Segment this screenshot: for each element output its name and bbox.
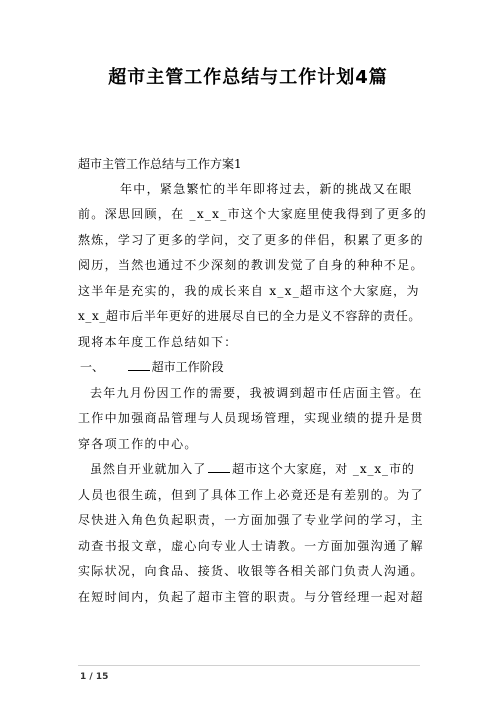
paragraph-line: 这半年是充实的，我的成长来自 x_x_超市这个大家庭，为	[78, 284, 420, 298]
paragraph-line: 阅历，当然也通过不少深刻的教训发觉了自身的种种不足。	[78, 258, 424, 272]
line-suffix: 超市这个大家庭，对 _x_x_市的	[232, 462, 415, 476]
paragraph-line: 年中，紧急繁忙的半年即将过去，新的挑战又在眼	[120, 182, 413, 196]
paragraph-line: 在短时间内，负起了超市主管的职责。与分管经理一起对超	[78, 590, 424, 604]
paragraph-line: 动查书报文章，虚心向专业人士请教。一方面加强沟通了解	[78, 539, 424, 553]
document-title: 超市主管工作总结与工作计划4篇	[108, 67, 388, 88]
paragraph-line: 穿各项工作的中心。	[78, 437, 198, 451]
blank-underline	[128, 359, 150, 371]
paragraph-line: 现将本年度工作总结如下：	[78, 335, 238, 349]
paragraph-line: x_x_超市后半年更好的进展尽自已的全力是义不容辞的责任。	[78, 309, 421, 323]
line-prefix: 虽然自开业就加入了	[90, 462, 207, 476]
paragraph-line: 去年九月份因工作的需要，我被调到超市任店面主管。在	[90, 386, 423, 400]
paragraph-line: 尽快进入角色负起职责，一方面加强了专业学问的学习，主	[78, 513, 424, 527]
page-number: 1 / 15	[80, 672, 109, 682]
section-heading	[80, 359, 224, 375]
footer-divider	[78, 665, 420, 666]
paragraph-line: 工作中加强商品管理与人员现场管理，实现业绩的提升是贯	[78, 411, 424, 425]
paragraph-line: 人员也很生疏，但到了具体工作上必竟还是有差别的。为了	[78, 488, 424, 502]
heading-text: 超市工作阶段	[151, 360, 224, 374]
section-title: 超市主管工作总结与工作方案1	[78, 157, 242, 171]
blank-underline	[208, 461, 230, 473]
paragraph-line	[90, 461, 450, 477]
paragraph-line: 前。深思回顾，在 _x_x_市这个大家庭里使我得到了更多的	[78, 207, 428, 221]
paragraph-line: 实际状况，向食品、接货、收银等各相关部门负责人沟通。	[78, 564, 424, 578]
heading-number: 一、	[80, 360, 105, 374]
paragraph-line: 熬炼，学习了更多的学问，交了更多的伴侣，积累了更多的	[78, 233, 424, 247]
